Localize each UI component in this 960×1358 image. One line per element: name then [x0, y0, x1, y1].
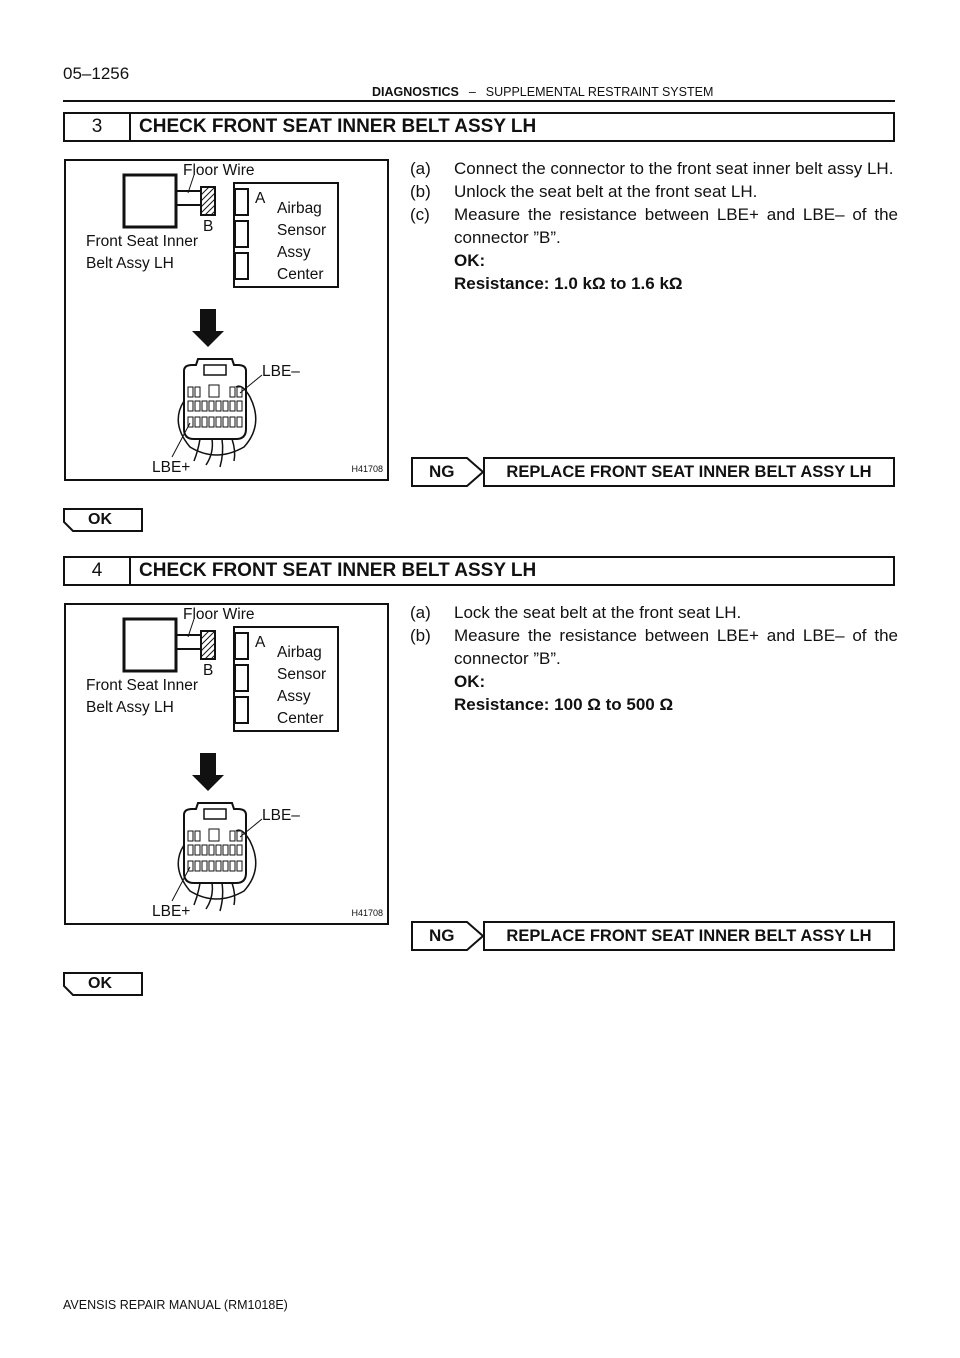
- step-3-figure: [64, 159, 389, 481]
- step-3-instructions: [410, 157, 898, 295]
- ng-label: NG: [429, 926, 455, 945]
- ng-label: NG: [429, 462, 455, 481]
- step-4-header: [63, 556, 895, 586]
- header-section: DIAGNOSTICS: [372, 85, 459, 99]
- step-4-figure: [64, 603, 389, 925]
- terminal-plus-label: LBE+: [152, 459, 191, 476]
- ok-criteria-label: OK:: [454, 672, 486, 691]
- terminal-plus-label: LBE+: [152, 903, 191, 920]
- airbag-label-4: Center: [277, 266, 324, 283]
- belt-label-2: Belt Assy LH: [86, 699, 174, 716]
- airbag-label-2: Sensor: [277, 666, 327, 683]
- header-rule: [63, 100, 895, 102]
- step-4-ok-result: [63, 972, 143, 996]
- step-title: CHECK FRONT SEAT INNER BELT ASSY LH: [139, 116, 537, 137]
- floor-wire-label: Floor Wire: [183, 606, 255, 623]
- instr-text: Measure the resistance between LBE+ and LBE– of the connector ”B”.: [454, 626, 898, 668]
- instr-letter: (b): [410, 182, 431, 201]
- step-4-instructions: [410, 601, 898, 716]
- connector-b-label: B: [203, 218, 214, 235]
- step-4-ng-result: [411, 921, 895, 951]
- step-number: 3: [65, 114, 131, 140]
- step-3-ok-result: [63, 508, 143, 532]
- running-header: [372, 85, 713, 99]
- ng-action: REPLACE FRONT SEAT INNER BELT ASSY LH: [483, 921, 895, 951]
- connector-diagram: [66, 605, 387, 923]
- ok-label: OK: [88, 975, 112, 992]
- header-subsection: SUPPLEMENTAL RESTRAINT SYSTEM: [485, 85, 714, 99]
- ok-criteria-label: OK:: [454, 251, 486, 270]
- instr-text: Lock the seat belt at the front seat LH.: [454, 603, 742, 622]
- airbag-label-4: Center: [277, 710, 324, 727]
- connector-diagram: [66, 161, 387, 479]
- airbag-label-1: Airbag: [277, 200, 322, 217]
- instr-text: Measure the resistance between LBE+ and LBE– of the connector ”B”.: [454, 205, 898, 247]
- page-number: 05–1256: [63, 64, 130, 83]
- connector-b-label: B: [203, 662, 214, 679]
- step-number: 4: [65, 558, 131, 584]
- terminal-minus-label: LBE–: [262, 807, 300, 824]
- step-3-header: [63, 112, 895, 142]
- instr-letter: (a): [410, 159, 431, 178]
- figure-code: H41708: [351, 464, 383, 474]
- belt-label-2: Belt Assy LH: [86, 255, 174, 272]
- airbag-label-1: Airbag: [277, 644, 322, 661]
- floor-wire-label: Floor Wire: [183, 162, 255, 179]
- step-title: CHECK FRONT SEAT INNER BELT ASSY LH: [139, 560, 537, 581]
- instr-text: Connect the connector to the front seat inner belt assy LH.: [454, 159, 894, 178]
- instr-letter: (b): [410, 626, 431, 645]
- instr-text: Unlock the seat belt at the front seat LH.: [454, 182, 758, 201]
- instr-letter: (c): [410, 205, 430, 224]
- airbag-label-3: Assy: [277, 244, 311, 261]
- ok-label: OK: [88, 511, 112, 528]
- spec-value: Resistance: 1.0 kΩ to 1.6 kΩ: [454, 274, 683, 293]
- spec-value: Resistance: 100 Ω to 500 Ω: [454, 695, 674, 714]
- airbag-label-3: Assy: [277, 688, 311, 705]
- belt-label-1: Front Seat Inner: [86, 677, 199, 694]
- instr-letter: (a): [410, 603, 431, 622]
- figure-code: H41708: [351, 908, 383, 918]
- header-separator: –: [468, 85, 476, 99]
- airbag-label-2: Sensor: [277, 222, 327, 239]
- terminal-minus-label: LBE–: [262, 363, 300, 380]
- connector-a-label: A: [255, 634, 266, 651]
- belt-label-1: Front Seat Inner: [86, 233, 199, 250]
- ng-action: REPLACE FRONT SEAT INNER BELT ASSY LH: [483, 457, 895, 487]
- step-3-ng-result: [411, 457, 895, 487]
- connector-a-label: A: [255, 190, 266, 207]
- manual-footer: AVENSIS REPAIR MANUAL (RM1018E): [63, 1298, 288, 1312]
